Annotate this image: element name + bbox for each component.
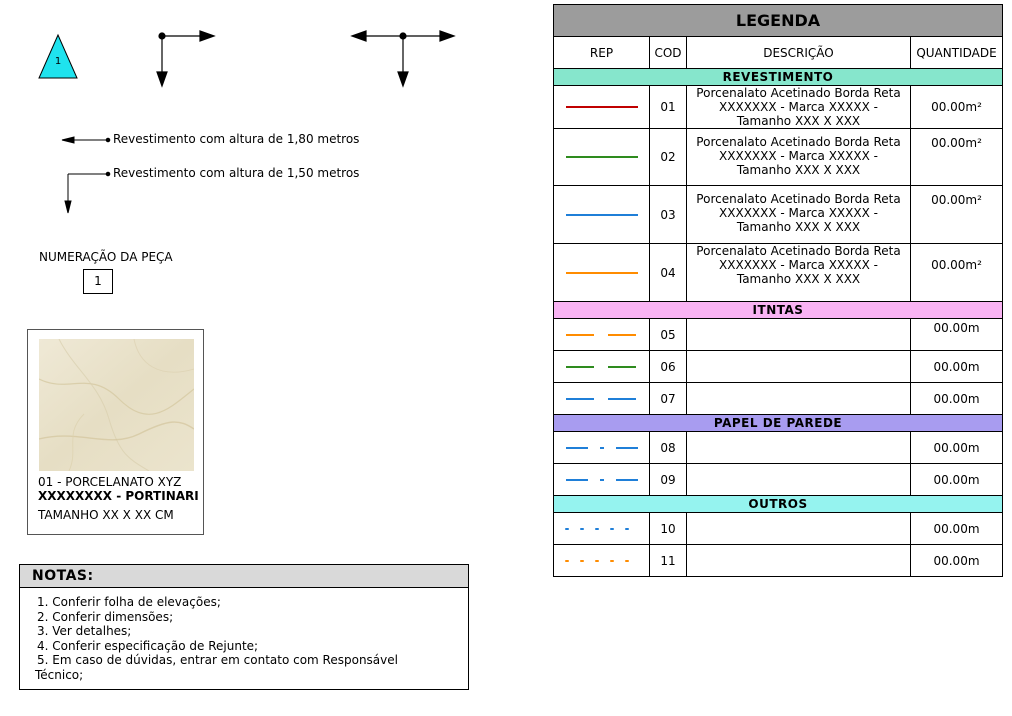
- note-item: 4. Conferir especificação de Rejunte;: [37, 638, 259, 653]
- line-sample: [554, 186, 650, 244]
- row-cod: 03: [650, 186, 687, 244]
- line-sample: [554, 545, 650, 577]
- row-qty: 00.00m: [911, 432, 1003, 464]
- row-qty: 00.00m²: [911, 86, 1003, 129]
- leader-elbow-arrow-icon: [65, 172, 110, 213]
- row-desc-line: Tamanho XXX X XXX: [736, 220, 861, 234]
- line-sample-stroke: [562, 331, 642, 339]
- row-desc: [687, 383, 911, 415]
- line-sample: [554, 464, 650, 496]
- row-desc-line: Porcenalato Acetinado Borda Reta: [696, 244, 901, 258]
- header-desc: DESCRIÇÃO: [687, 37, 911, 69]
- line-sample: [554, 244, 650, 302]
- row-qty: 00.00m: [911, 545, 1003, 577]
- leader-text-2: Revestimento com altura de 1,50 metros: [113, 166, 360, 180]
- row-qty: 00.00m²: [911, 244, 1003, 302]
- legend-row: [554, 351, 1003, 383]
- section-revestimento: REVESTIMENTO: [554, 69, 1003, 86]
- section-papel-de-parede: PAPEL DE PAREDE: [554, 415, 1003, 432]
- legend-title: LEGENDA: [554, 5, 1003, 37]
- notes-box: [19, 564, 469, 690]
- leader-text-1: Revestimento com altura de 1,80 metros: [113, 132, 360, 146]
- row-qty: 00.00m²: [911, 186, 1003, 244]
- row-qty: 00.00m: [911, 464, 1003, 496]
- line-sample-stroke: [562, 444, 642, 452]
- row-cod: 04: [650, 244, 687, 302]
- tee-arrow-icon: [352, 31, 454, 86]
- line-sample-stroke: [562, 153, 642, 161]
- row-desc: [687, 513, 911, 545]
- row-desc: [687, 186, 911, 244]
- legend-row: [554, 186, 1003, 244]
- line-sample-stroke: [562, 557, 642, 565]
- note-item: 5. Em caso de dúvidas, entrar em contato com Responsável: [37, 653, 398, 667]
- line-sample-stroke: [562, 269, 642, 277]
- row-desc-line: XXXXXXX - Marca XXXXX -: [719, 149, 878, 163]
- symbols-canvas: [0, 0, 540, 320]
- line-sample: [554, 383, 650, 415]
- row-cod: 10: [650, 513, 687, 545]
- section-tintas: ITNTAS: [554, 302, 1003, 319]
- line-sample: [554, 513, 650, 545]
- line-sample-stroke: [562, 103, 642, 111]
- tile-card: [27, 329, 204, 535]
- line-sample-stroke: [562, 395, 642, 403]
- line-sample: [554, 319, 650, 351]
- piece-number-box: 1: [83, 269, 113, 294]
- legend-row: [554, 319, 1003, 351]
- marble-tile-image: [39, 339, 194, 471]
- line-sample-stroke: [562, 525, 642, 533]
- leader-arrow-icon: [62, 137, 110, 143]
- note-item: 3. Ver detalhes;: [37, 624, 132, 638]
- note-item: 1. Conferir folha de elevações;: [37, 595, 221, 609]
- legend-table: [553, 4, 1003, 577]
- line-sample-stroke: [562, 211, 642, 219]
- tile-line-1: 01 - PORCELANATO XYZ: [38, 475, 182, 489]
- line-sample: [554, 351, 650, 383]
- row-desc: [687, 464, 911, 496]
- legend-row: [554, 129, 1003, 186]
- row-desc: [687, 244, 911, 302]
- row-desc-line: Tamanho XXX X XXX: [736, 114, 861, 128]
- row-desc: [687, 351, 911, 383]
- row-qty: 00.00m: [911, 383, 1003, 415]
- note-item: Técnico;: [35, 667, 84, 682]
- row-desc-line: Porcenalato Acetinado Borda Reta: [696, 86, 901, 100]
- legend-row: [554, 513, 1003, 545]
- line-sample: [554, 86, 650, 129]
- row-desc: [687, 86, 911, 129]
- row-desc: [687, 432, 911, 464]
- header-cod: COD: [650, 37, 687, 69]
- row-desc-line: Porcenalato Acetinado Borda Reta: [696, 135, 901, 149]
- row-desc: [687, 129, 911, 186]
- line-sample: [554, 432, 650, 464]
- legend-row: [554, 545, 1003, 577]
- row-qty: 00.00m: [911, 319, 1003, 351]
- row-desc: [687, 319, 911, 351]
- row-desc-line: XXXXXXX - Marca XXXXX -: [719, 258, 878, 272]
- row-desc-line: XXXXXXX - Marca XXXXX -: [719, 100, 878, 114]
- line-sample-stroke: [562, 363, 642, 371]
- row-cod: 11: [650, 545, 687, 577]
- notes-title: NOTAS:: [20, 565, 468, 588]
- row-cod: 06: [650, 351, 687, 383]
- piece-numbering-label: NUMERAÇÃO DA PEÇA: [39, 250, 173, 264]
- legend-row: [554, 244, 1003, 302]
- row-cod: 01: [650, 86, 687, 129]
- legend-row: [554, 86, 1003, 129]
- row-cod: 02: [650, 129, 687, 186]
- note-item: 2. Conferir dimensões;: [37, 609, 174, 624]
- legend-row: [554, 383, 1003, 415]
- row-cod: 05: [650, 319, 687, 351]
- legend-row: [554, 464, 1003, 496]
- section-outros: OUTROS: [554, 496, 1003, 513]
- row-desc-line: XXXXXXX - Marca XXXXX -: [719, 206, 878, 220]
- row-qty: 00.00m²: [911, 129, 1003, 186]
- row-cod: 08: [650, 432, 687, 464]
- tile-line-3: TAMANHO XX X XX CM: [38, 508, 174, 522]
- header-rep: REP: [554, 37, 650, 69]
- row-desc: [687, 545, 911, 577]
- triangle-label: 1: [54, 56, 62, 67]
- row-desc-line: Tamanho XXX X XXX: [736, 272, 861, 286]
- row-qty: 00.00m: [911, 513, 1003, 545]
- row-cod: 09: [650, 464, 687, 496]
- row-desc-line: Porcenalato Acetinado Borda Reta: [696, 192, 901, 206]
- line-sample-stroke: [562, 476, 642, 484]
- row-cod: 07: [650, 383, 687, 415]
- row-qty: 00.00m: [911, 351, 1003, 383]
- header-qty: QUANTIDADE: [911, 37, 1003, 69]
- tile-line-2: XXXXXXXX - PORTINARI: [38, 489, 199, 503]
- notes-list: [20, 588, 468, 682]
- line-sample: [554, 129, 650, 186]
- legend-row: [554, 432, 1003, 464]
- corner-arrow-icon: [157, 31, 214, 86]
- row-desc-line: Tamanho XXX X XXX: [736, 163, 861, 177]
